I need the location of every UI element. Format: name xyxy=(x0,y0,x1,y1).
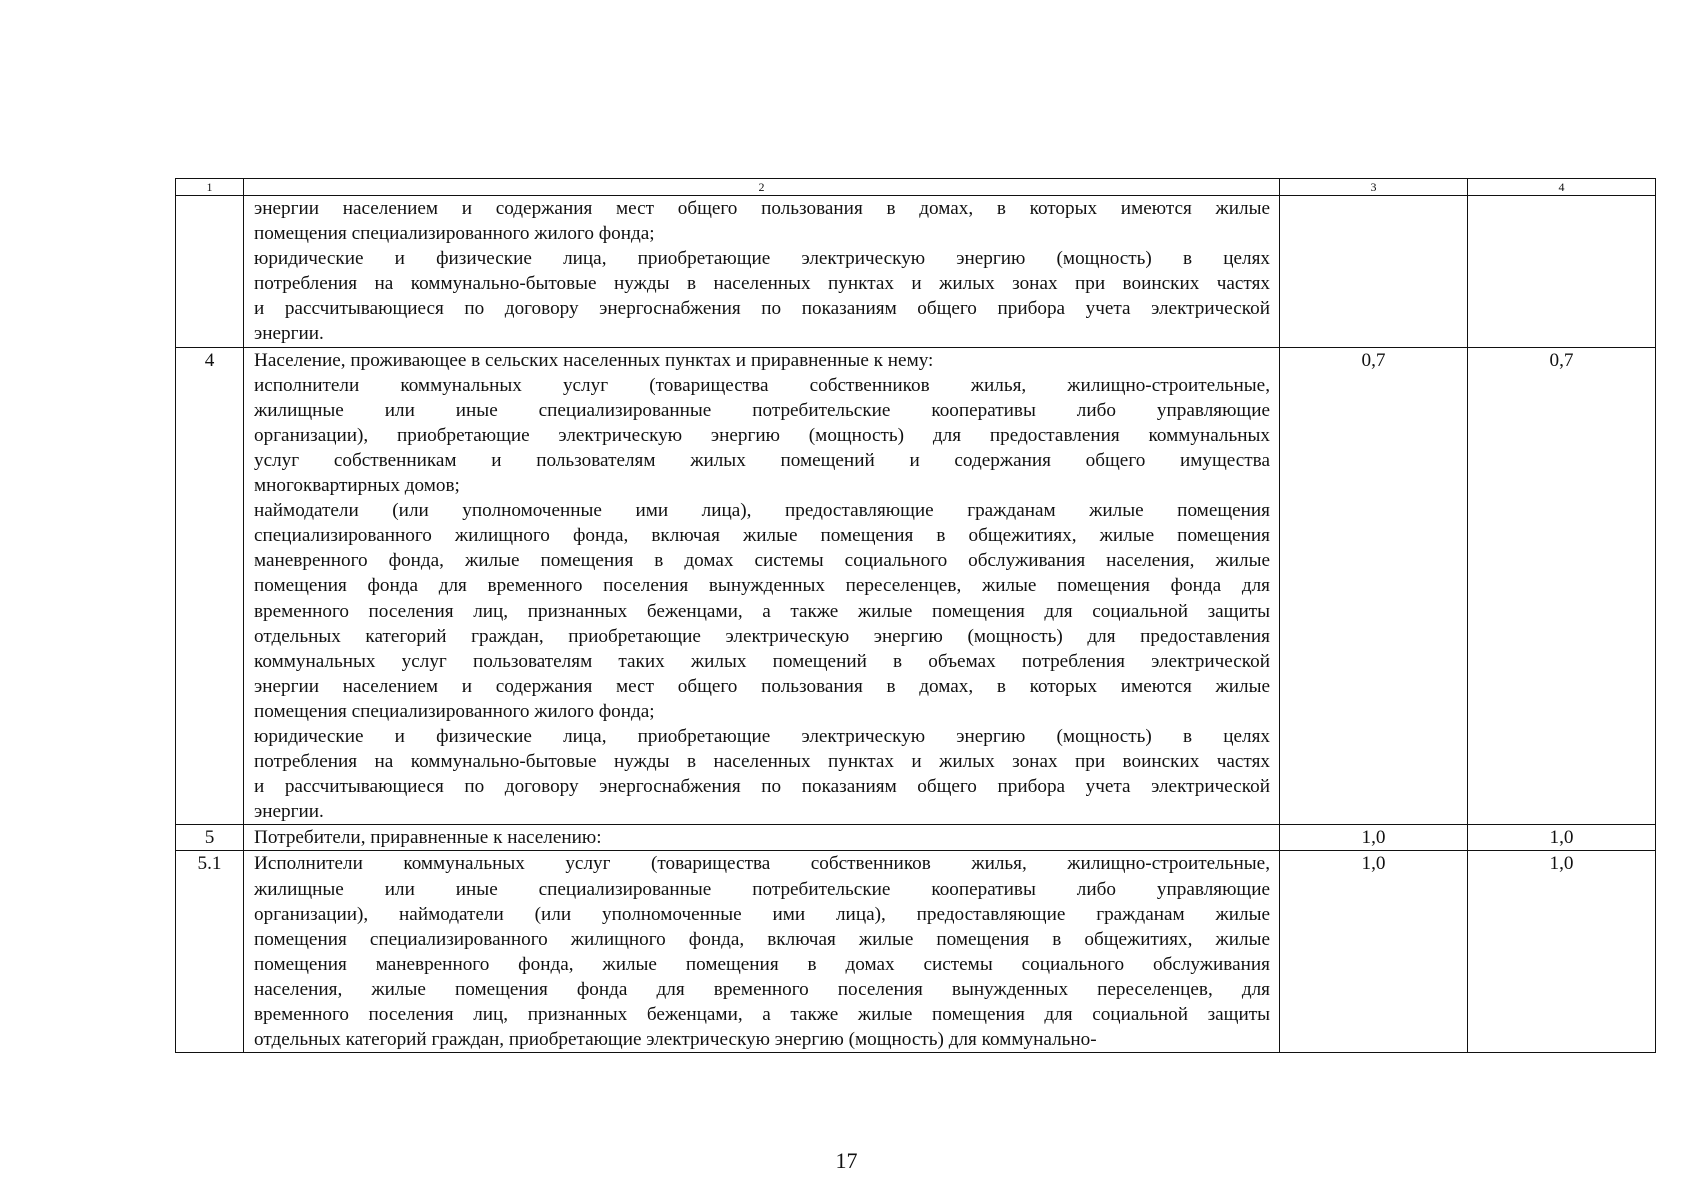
description-line: Население, проживающее в сельских населенных пунктах и приравненные к нему: xyxy=(254,349,934,371)
description-line: помещения фонда для временного поселения вынужденных переселенцев, жилые помещения фонда для xyxy=(254,575,1270,597)
description-line: юридические и физические лица, приобретающие электрическую энергию (мощность) в целях xyxy=(254,248,1270,270)
description-line: наймодатели (или уполномоченные ими лица), предоставляющие гражданам жилые помещения xyxy=(254,500,1270,522)
coefficient-col4-cell: 1,0 xyxy=(1468,825,1656,851)
description-line: жилищные или иные специализированные потребительские кооперативы либо управляющие xyxy=(254,878,1270,900)
row-number-cell: 4 xyxy=(176,347,244,825)
coefficient-col3-cell: 1,0 xyxy=(1280,825,1468,851)
column-number-4: 4 xyxy=(1468,179,1656,196)
description-cell xyxy=(244,196,1280,348)
coefficient-col4-cell: 0,7 xyxy=(1468,347,1656,825)
description-cell xyxy=(244,851,1280,1053)
row-number-cell xyxy=(176,196,244,348)
description-line: потребления на коммунально-бытовые нужды в населенных пунктах и жилых зонах при воинских частях xyxy=(254,273,1270,295)
description-line: специализированного жилищного фонда, включая жилые помещения в общежитиях, жилые помещения xyxy=(254,525,1270,547)
coefficient-col4-cell xyxy=(1468,196,1656,348)
description-line: потребления на коммунально-бытовые нужды в населенных пунктах и жилых зонах при воинских частях xyxy=(254,751,1270,773)
table-row xyxy=(176,851,1656,1053)
table-row xyxy=(176,825,1656,851)
description-line: временного поселения лиц, признанных беженцами, а также жилые помещения для социальной защиты xyxy=(254,600,1270,622)
description-line: отдельных категорий граждан, приобретающие электрическую энергию (мощность) для предоставления xyxy=(254,625,1270,647)
description-line: маневренного фонда, жилые помещения в домах системы социального обслуживания населения, жилые xyxy=(254,550,1270,572)
description-line: юридические и физические лица, приобретающие электрическую энергию (мощность) в целях xyxy=(254,725,1270,747)
description-line: услуг собственникам и пользователям жилых помещений и содержания общего имущества xyxy=(254,449,1270,471)
tariff-table xyxy=(175,178,1656,1053)
description-cell xyxy=(244,347,1280,825)
description-line: помещения маневренного фонда, жилые помещения в домах системы социального обслуживания xyxy=(254,953,1270,975)
description-line: отдельных категорий граждан, приобретающие электрическую энергию (мощность) для коммунально- xyxy=(254,1029,1097,1051)
description-line: и рассчитывающиеся по договору энергоснабжения по показаниям общего прибора учета электрической xyxy=(254,776,1270,798)
coefficient-col3-cell: 1,0 xyxy=(1280,851,1468,1053)
description-line: помещения специализированного жилого фонда; xyxy=(254,700,655,722)
column-number-header-row xyxy=(176,179,1656,196)
page-number: 17 xyxy=(835,1148,858,1173)
description-line: помещения специализированного жилищного фонда, включая жилые помещения в общежитиях, жилые xyxy=(254,928,1270,950)
description-line: Потребители, приравненные к населению: xyxy=(254,827,602,849)
column-number-1: 1 xyxy=(176,179,244,196)
description-line: Исполнители коммунальных услуг (товарищества собственников жилья, жилищно-строительные, xyxy=(254,853,1270,875)
coefficient-col4-cell: 1,0 xyxy=(1468,851,1656,1053)
coefficient-col3-cell xyxy=(1280,196,1468,348)
table-body xyxy=(176,179,1656,1053)
row-number-cell: 5.1 xyxy=(176,851,244,1053)
description-line: организации), приобретающие электрическую энергию (мощность) для предоставления коммунальных xyxy=(254,424,1270,446)
description-line: энергии. xyxy=(254,323,324,345)
table-row xyxy=(176,196,1656,348)
description-line: энергии населением и содержания мест общего пользования в домах, в которых имеются жилые xyxy=(254,198,1270,219)
description-line: организации), наймодатели (или уполномоченные ими лица), предоставляющие гражданам жилые xyxy=(254,903,1270,925)
description-line: коммунальных услуг пользователям таких жилых помещений в объемах потребления электрической xyxy=(254,650,1270,672)
description-line: многоквартирных домов; xyxy=(254,475,460,497)
column-number-3: 3 xyxy=(1280,179,1468,196)
description-line: и рассчитывающиеся по договору энергоснабжения по показаниям общего прибора учета электрической xyxy=(254,298,1270,320)
description-line: энергии населением и содержания мест общего пользования в домах, в которых имеются жилые xyxy=(254,675,1270,697)
column-number-2: 2 xyxy=(244,179,1280,196)
coefficient-col3-cell: 0,7 xyxy=(1280,347,1468,825)
description-line: исполнители коммунальных услуг (товарищества собственников жилья, жилищно-строительные, xyxy=(254,374,1270,396)
description-line: временного поселения лиц, признанных беженцами, а также жилые помещения для социальной защиты xyxy=(254,1004,1270,1025)
description-line: жилищные или иные специализированные потребительские кооперативы либо управляющие xyxy=(254,399,1270,421)
description-line: населения, жилые помещения фонда для временного поселения вынужденных переселенцев, для xyxy=(254,978,1270,1000)
description-line: помещения специализированного жилого фонда; xyxy=(254,223,655,245)
description-cell xyxy=(244,825,1280,851)
description-line: энергии. xyxy=(254,801,324,823)
table-row xyxy=(176,347,1656,825)
row-number-cell: 5 xyxy=(176,825,244,851)
